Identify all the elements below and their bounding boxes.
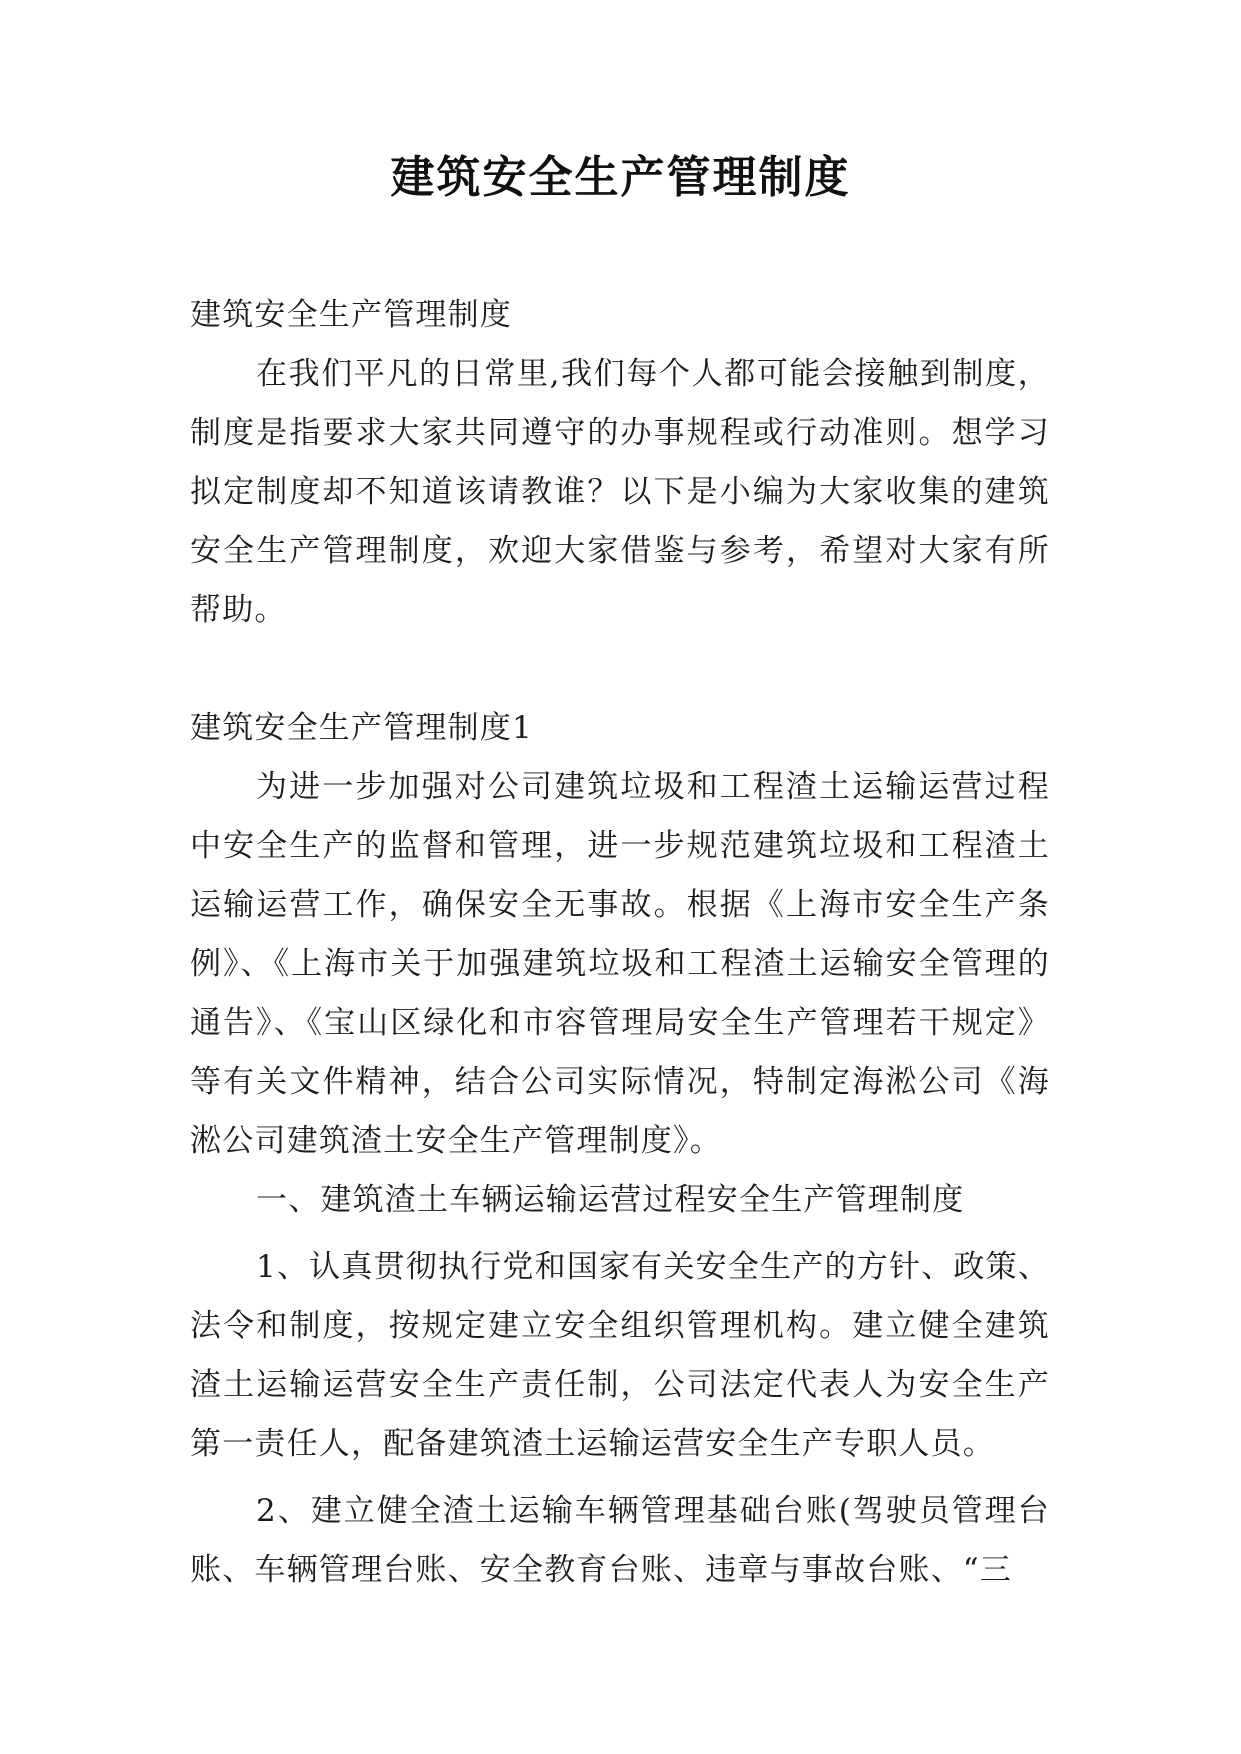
- chapter-1-heading: 一、建筑渣土车辆运输运营过程安全生产管理制度: [256, 1182, 965, 1218]
- item-2-paragraph: 2、建立健全渣土运输车辆管理基础台账(驾驶员管理台账、车辆管理台账、安全教育台账、违章与事故台账、“三: [190, 1493, 1050, 1588]
- section-1-heading: 建筑安全生产管理制度1: [190, 710, 533, 746]
- document-body: [190, 286, 1050, 1600]
- document-subtitle: 建筑安全生产管理制度: [190, 297, 512, 333]
- document-title: 建筑安全生产管理制度: [390, 152, 851, 203]
- intro-paragraph: 在我们平凡的日常里,我们每个人都可能会接触到制度，制度是指要求大家共同遵守的办事规程或行动准则。想学习拟定制度却不知道该请教谁？以下是小编为大家收集的建筑安全生产管理制度，欢迎大家借鉴与参考，希望对大家有所帮助。: [190, 356, 1050, 628]
- item-1-paragraph: 1、认真贯彻执行党和国家有关安全生产的方针、政策、法令和制度，按规定建立安全组织管理机构。建立健全建筑渣土运输运营安全生产责任制，公司法定代表人为安全生产第一责任人，配备建筑渣土运输运营安全生产专职人员。: [190, 1249, 1050, 1462]
- section-1-paragraph: 为进一步加强对公司建筑垃圾和工程渣土运输运营过程中安全生产的监督和管理，进一步规范建筑垃圾和工程渣土运输运营工作，确保安全无事故。根据《上海市安全生产条例》、《上海市关于加强建筑垃圾和工程渣土运输安全管理的通告》、《宝山区绿化和市容管理局安全生产管理若干规定》等有关文件精神，结合公司实际情况，特制定海淞公司《海淞公司建筑渣土安全生产管理制度》。: [190, 769, 1050, 1159]
